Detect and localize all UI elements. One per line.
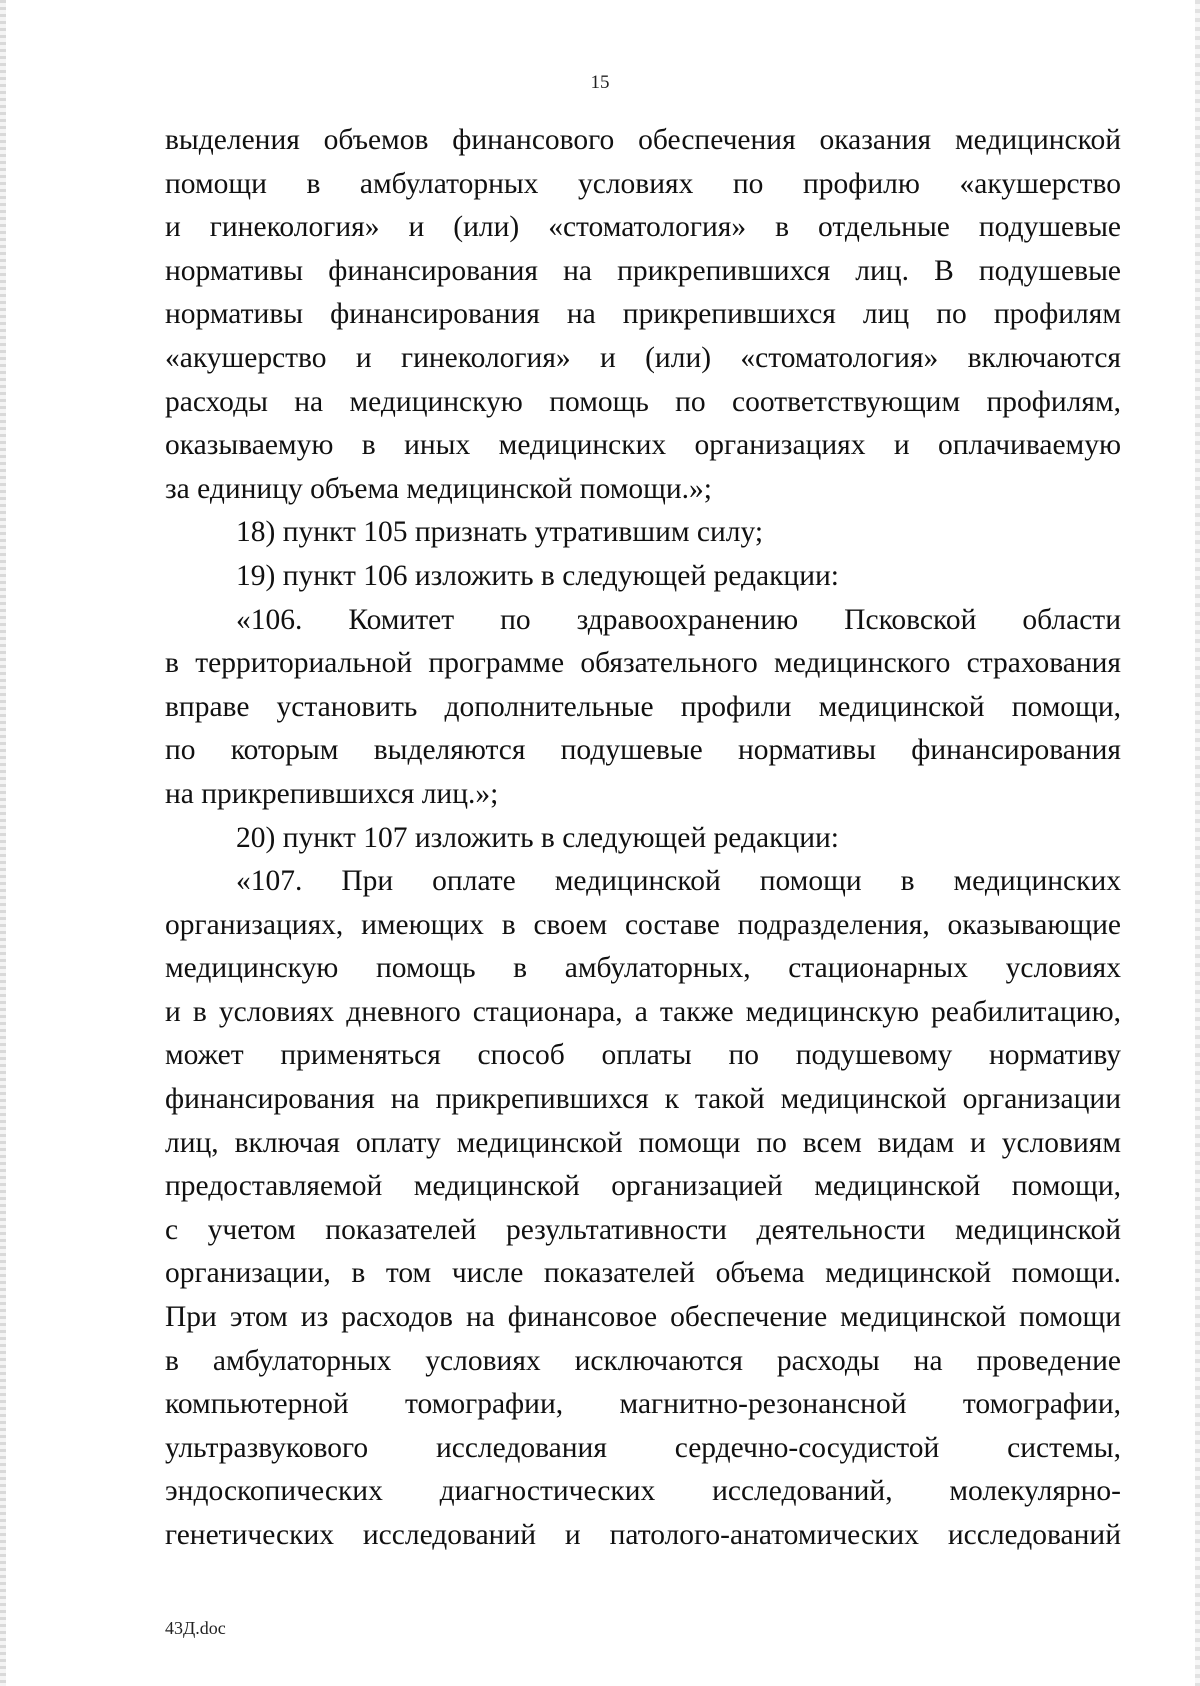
- text-line: выделения объемов финансового обеспечения оказания медицинской: [165, 124, 1121, 156]
- text-line: ультразвукового исследования сердечно-сосудистой системы,: [165, 1431, 1121, 1464]
- text-line: и гинекология» и (или) «стоматология» в отдельные подушевые: [165, 211, 1121, 244]
- text-line: с учетом показателей результативности деятельности медицинской: [165, 1213, 1121, 1246]
- scan-edge-left: [0, 0, 6, 1686]
- text-line: и в условиях дневного стационара, а также медицинскую реабилитацию,: [165, 995, 1121, 1028]
- text-line: генетических исследований и патолого-анатомических исследований: [165, 1519, 1121, 1551]
- text-line: организациях, имеющих в своем составе подразделения, оказывающие: [165, 908, 1121, 941]
- text-line: за единицу объема медицинской помощи.»;: [165, 472, 713, 505]
- text-line: может применяться способ оплаты по подушевому нормативу: [165, 1039, 1121, 1072]
- text-line: в территориальной программе обязательного медицинского страхования: [165, 647, 1121, 680]
- text-line: «акушерство и гинекология» и (или) «стоматология» включаются: [165, 341, 1121, 374]
- text-line: медицинскую помощь в амбулаторных, стационарных условиях: [165, 952, 1121, 985]
- footer-filename: 43Д.doc: [165, 1618, 226, 1638]
- text-line: нормативы финансирования на прикрепившихся лиц по профилям: [165, 298, 1121, 331]
- document-body: [165, 119, 1121, 1558]
- text-line: лиц, включая оплату медицинской помощи по всем видам и условиям: [165, 1126, 1121, 1159]
- text-line: компьютерной томографии, магнитно-резонансной томографии,: [165, 1388, 1121, 1421]
- text-line: на прикрепившихся лиц.»;: [165, 777, 499, 810]
- text-line: «107. При оплате медицинской помощи в медицинских: [236, 865, 1121, 898]
- text-line: оказываемую в иных медицинских организациях и оплачиваемую: [165, 429, 1121, 462]
- text-line: При этом из расходов на финансовое обеспечение медицинской помощи: [165, 1301, 1121, 1334]
- text-line: эндоскопических диагностических исследований, молекулярно-: [165, 1475, 1121, 1508]
- text-line: финансирования на прикрепившихся к такой медицинской организации: [165, 1083, 1121, 1116]
- text-line: 20) пункт 107 изложить в следующей редакции:: [236, 821, 839, 854]
- text-line: помощи в амбулаторных условиях по профилю «акушерство: [165, 167, 1121, 200]
- text-line: предоставляемой медицинской организацией медицинской помощи,: [165, 1170, 1121, 1203]
- page-number: 15: [590, 72, 610, 93]
- text-line: 19) пункт 106 изложить в следующей редакции:: [236, 559, 839, 592]
- text-line: нормативы финансирования на прикрепившихся лиц. В подушевые: [165, 254, 1121, 287]
- text-line: в амбулаторных условиях исключаются расходы на проведение: [165, 1344, 1121, 1377]
- text-line: по которым выделяются подушевые нормативы финансирования: [165, 734, 1121, 767]
- text-line: «106. Комитет по здравоохранению Псковской области: [236, 603, 1121, 636]
- text-line: вправе установить дополнительные профили медицинской помощи,: [165, 690, 1121, 723]
- text-line: организации, в том числе показателей объема медицинской помощи.: [165, 1257, 1121, 1290]
- scan-edge-right: [1195, 0, 1200, 1686]
- text-line: 18) пункт 105 признать утратившим силу;: [236, 516, 764, 549]
- text-line: расходы на медицинскую помощь по соответствующим профилям,: [165, 385, 1121, 418]
